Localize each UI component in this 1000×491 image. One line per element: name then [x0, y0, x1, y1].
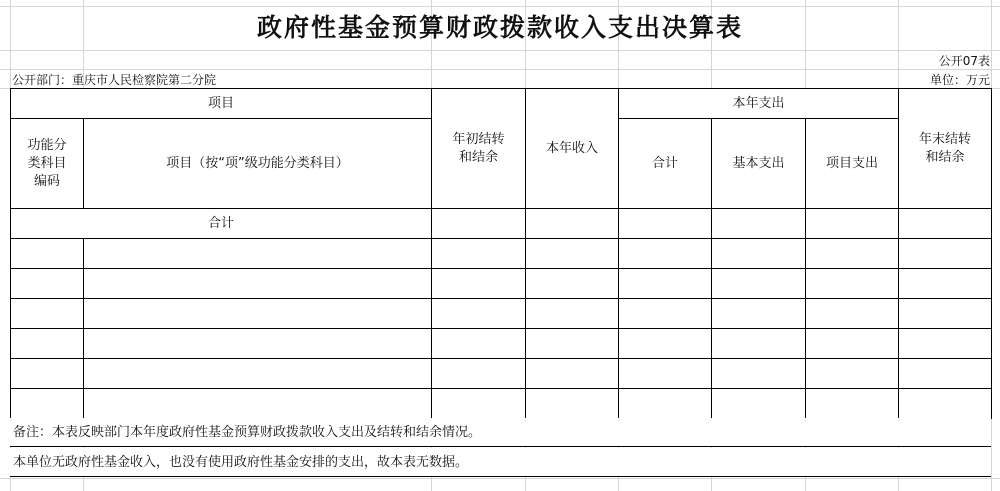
table-cell: [11, 239, 84, 269]
table-row: [11, 269, 992, 299]
page-title: 政府性基金预算财政拨款收入支出决算表: [256, 13, 743, 42]
table-cell: [11, 359, 84, 389]
table-cell: [619, 329, 712, 359]
table-cell: [619, 209, 712, 239]
table-cell: [432, 269, 526, 299]
header-basic-expense: 基本支出: [712, 119, 806, 209]
table-cell: [806, 239, 899, 269]
table-cell: [526, 389, 619, 419]
table-cell: [712, 209, 806, 239]
table-cell: [526, 329, 619, 359]
table-cell: [84, 329, 432, 359]
table-cell: [84, 389, 432, 419]
table-cell: [619, 299, 712, 329]
table-row: [11, 389, 992, 419]
header-begin-balance: 年初结转和结余: [432, 89, 526, 209]
table-cell: [806, 269, 899, 299]
table-cell: [806, 389, 899, 419]
table-cell: [526, 209, 619, 239]
table-cell: [432, 209, 526, 239]
form-number: 公开07表: [938, 54, 990, 68]
table-cell: [806, 209, 899, 239]
table-cell: [526, 269, 619, 299]
table-cell: [84, 359, 432, 389]
table-cell: [806, 299, 899, 329]
table-cell: [84, 299, 432, 329]
header-expense-group: 本年支出: [619, 89, 899, 119]
table-cell: [11, 389, 84, 419]
table-cell: [619, 389, 712, 419]
header-income: 本年收入: [526, 89, 619, 209]
table-row-total: [11, 209, 992, 239]
total-label: 合计: [11, 209, 432, 239]
table-row: [11, 329, 992, 359]
table-cell: [526, 239, 619, 269]
table-cell: [712, 269, 806, 299]
table-cell: [712, 239, 806, 269]
table-cell: [899, 329, 992, 359]
table-cell: [11, 269, 84, 299]
table-cell: [619, 359, 712, 389]
table-cell: [84, 239, 432, 269]
gridline: [0, 478, 1000, 479]
table-cell: [526, 359, 619, 389]
table-row: [11, 239, 992, 269]
department-label: 公开部门：重庆市人民检察院第二分院: [12, 73, 217, 87]
header-item-desc: 项目（按“项”级功能分类科目）: [84, 119, 432, 209]
table-cell: [899, 389, 992, 419]
table-cell: [11, 299, 84, 329]
header-end-balance: 年末结转和结余: [899, 89, 992, 209]
header-project-expense: 项目支出: [806, 119, 899, 209]
table-cell: [619, 239, 712, 269]
table-cell: [432, 329, 526, 359]
table-cell: [899, 239, 992, 269]
table-cell: [806, 359, 899, 389]
table-cell: [712, 329, 806, 359]
gridline: [0, 50, 1000, 51]
table-cell: [432, 389, 526, 419]
header-item: 项目: [11, 89, 432, 119]
table-cell: [899, 209, 992, 239]
table-cell: [712, 359, 806, 389]
table-cell: [526, 299, 619, 329]
table-row: [11, 299, 992, 329]
gridline: [0, 69, 1000, 70]
gridline: [0, 6, 1000, 7]
note-no-data: 本单位无政府性基金收入，也没有使用政府性基金安排的支出，故本表无数据。: [10, 448, 991, 477]
table-cell: [619, 269, 712, 299]
header-total: 合计: [619, 119, 712, 209]
table-cell: [712, 389, 806, 419]
table-cell: [432, 239, 526, 269]
table-cell: [899, 299, 992, 329]
table-cell: [11, 329, 84, 359]
table-cell: [432, 299, 526, 329]
budget-table: [10, 88, 992, 419]
table-cell: [84, 269, 432, 299]
table-cell: [432, 359, 526, 389]
header-func-code: 功能分类科目编码: [11, 119, 84, 209]
table-cell: [712, 299, 806, 329]
unit-label: 单位：万元: [929, 73, 990, 87]
table-cell: [899, 269, 992, 299]
table-cell: [899, 359, 992, 389]
table-row: [11, 359, 992, 389]
table-cell: [806, 329, 899, 359]
note-remark: 备注：本表反映部门本年度政府性基金预算财政拨款收入支出及结转和结余情况。: [10, 418, 991, 447]
